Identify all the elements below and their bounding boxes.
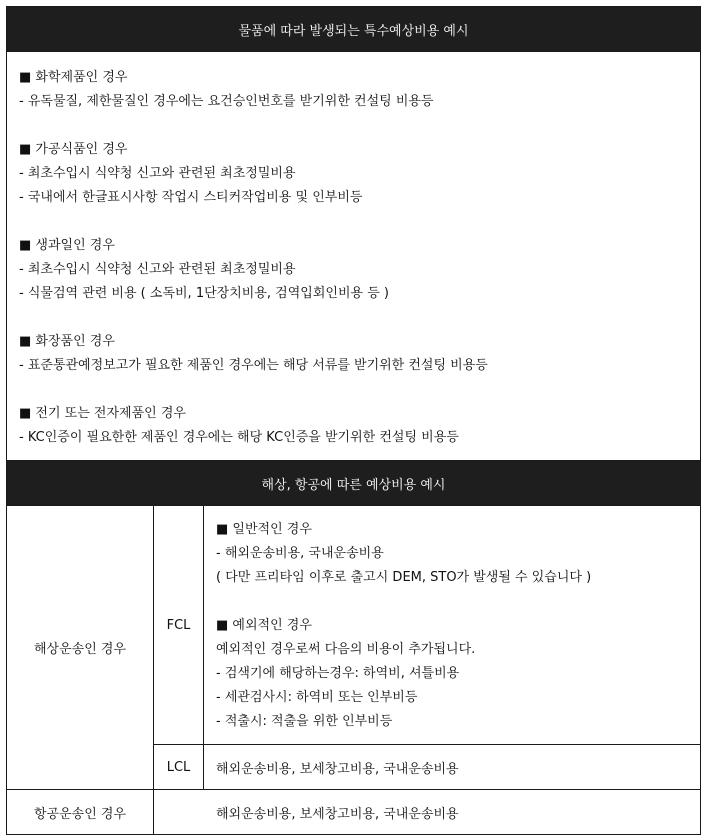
category-chemical <box>19 66 688 114</box>
section2-title: 해상, 항공에 따른 예상비용 예시 <box>261 477 446 493</box>
category-line: - 식물검역 관련 비용 ( 소독비, 1단장치비용, 검역입회인비용 등 ) <box>19 286 389 301</box>
air-transport-label: 항공운송인 경우 <box>33 806 127 822</box>
category-cosmetics <box>19 330 688 378</box>
section1-title: 물품에 따라 발생되는 특수예상비용 예시 <box>238 23 469 39</box>
category-heading: ■ 생과일인 경우 <box>19 238 115 253</box>
lcl-label: LCL <box>166 759 191 775</box>
category-fresh-fruit <box>19 234 688 306</box>
category-line: - 국내에서 한글표시사항 작업시 스티커작업비용 및 인부비등 <box>19 190 363 205</box>
air-costs: 해외운송비용, 보세창고비용, 국내운송비용 <box>216 806 459 822</box>
category-line: - 최초수입시 식약청 신고와 관련된 최초정밀비용 <box>19 166 296 181</box>
lcl-content <box>204 745 701 790</box>
sea-transport-label-cell <box>7 506 154 790</box>
cost-table <box>6 6 701 835</box>
fcl-exception-line: - 검색기에 해당하는경우: 하역비, 셔틀비용 <box>216 666 460 681</box>
air-transport-label-cell <box>7 790 154 835</box>
fcl-exception-line: - 적출시: 적출을 위한 인부비등 <box>216 714 393 729</box>
fcl-label: FCL <box>166 617 191 633</box>
fcl-exception-heading: ■ 예외적인 경우 <box>216 618 312 633</box>
category-heading: ■ 화학제품인 경우 <box>19 70 128 85</box>
section1-body <box>7 52 701 461</box>
sea-transport-label: 해상운송인 경우 <box>33 642 127 657</box>
section2-header <box>7 461 701 506</box>
lcl-label-cell <box>154 745 204 790</box>
category-heading: ■ 화장품인 경우 <box>19 334 115 349</box>
fcl-exception-line: 예외적인 경우로써 다음의 비용이 추가됩니다. <box>216 642 476 657</box>
section1-header <box>7 7 701 52</box>
category-line: - 최초수입시 식약청 신고와 관련된 최초정밀비용 <box>19 262 296 277</box>
fcl-general-line: ( 다만 프리타임 이후로 출고시 DEM, STO가 발생될 수 있습니다 ) <box>216 570 592 585</box>
fcl-general-heading: ■ 일반적인 경우 <box>216 522 312 537</box>
category-heading: ■ 전기 또는 전자제품인 경우 <box>19 406 186 421</box>
category-electronics <box>19 402 688 450</box>
category-line: - KC인증이 필요한한 제품인 경우에는 해당 KC인증을 받기위한 컨설팅 비용등 <box>19 430 459 445</box>
lcl-costs: 해외운송비용, 보세창고비용, 국내운송비용 <box>216 761 459 777</box>
fcl-general-line: - 해외운송비용, 국내운송비용 <box>216 546 384 561</box>
air-content <box>154 790 701 835</box>
category-line: - 유독물질, 제한물질인 경우에는 요건승인번호를 받기위한 컨설팅 비용등 <box>19 94 434 109</box>
fcl-exception-line: - 세관검사시: 하역비 또는 인부비등 <box>216 690 418 705</box>
category-heading: ■ 가공식품인 경우 <box>19 142 128 157</box>
fcl-label-cell <box>154 506 204 745</box>
category-processed-food <box>19 138 688 210</box>
fcl-content <box>204 506 701 745</box>
category-line: - 표준통관예정보고가 필요한 제품인 경우에는 해당 서류를 받기위한 컨설팅 비용등 <box>19 358 488 373</box>
